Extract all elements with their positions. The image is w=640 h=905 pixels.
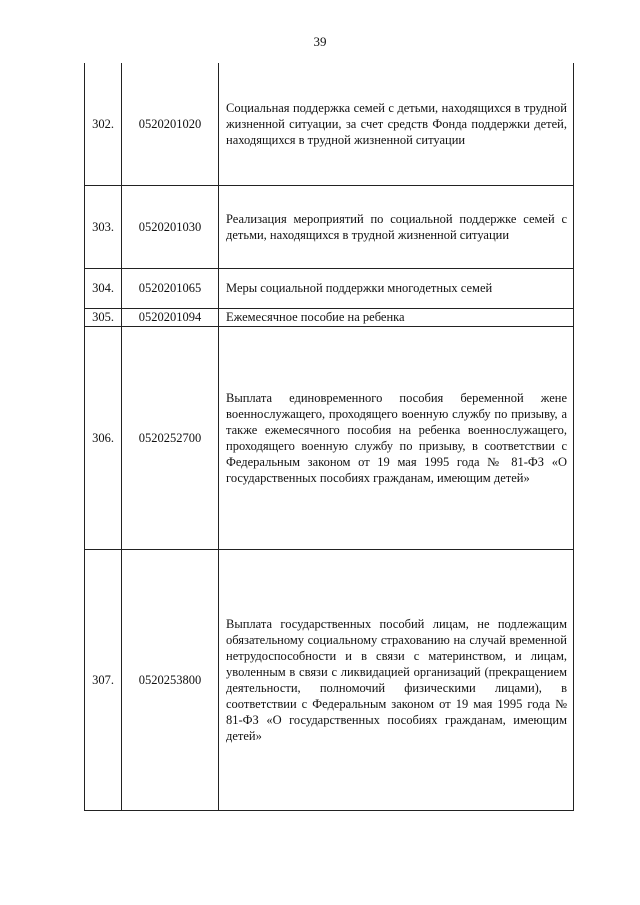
row-description: Реализация мероприятий по социальной поддержке семей с детьми, находящихся в трудной жизненной ситуации xyxy=(219,185,574,268)
row-description: Социальная поддержка семей с детьми, находящихся в трудной жизненной ситуации, за счет средств Фонда поддержки детей, находящихся в трудной жизненной ситуации xyxy=(219,63,574,185)
table-row xyxy=(85,185,574,268)
row-description: Меры социальной поддержки многодетных семей xyxy=(219,268,574,308)
row-number: 305. xyxy=(85,308,122,326)
row-code: 0520253800 xyxy=(122,549,219,810)
row-description: Ежемесячное пособие на ребенка xyxy=(219,308,574,326)
row-number: 302. xyxy=(85,63,122,185)
row-number: 303. xyxy=(85,185,122,268)
table-row xyxy=(85,326,574,549)
table-row xyxy=(85,308,574,326)
row-code: 0520201065 xyxy=(122,268,219,308)
row-code: 0520252700 xyxy=(122,326,219,549)
row-number: 304. xyxy=(85,268,122,308)
table-row xyxy=(85,549,574,810)
row-code: 0520201020 xyxy=(122,63,219,185)
table-row xyxy=(85,268,574,308)
table-row xyxy=(85,63,574,185)
row-number: 306. xyxy=(85,326,122,549)
row-code: 0520201030 xyxy=(122,185,219,268)
row-description: Выплата единовременного пособия беременной жене военнослужащего, проходящего военную службу по призыву, а также ежемесячного пособия на ребенка военнослужащего, проходящего военную службу по призыву, в соответствии с Федеральным законом от 19 мая 1995 года № 81-ФЗ «О государственных пособиях гражданам, имеющим детей» xyxy=(219,326,574,549)
row-number: 307. xyxy=(85,549,122,810)
budget-codes-table xyxy=(84,63,574,811)
row-code: 0520201094 xyxy=(122,308,219,326)
row-description: Выплата государственных пособий лицам, не подлежащим обязательному социальному страхованию на случай временной нетрудоспособности и в связи с материнством, и лицам, уволенным в связи с ликвидацией организаций (прекращением деятельности, полномочий физическими лицами), в соответствии с Федеральным законом от 19 мая 1995 года № 81-ФЗ «О государственных пособиях гражданам, имеющим детей» xyxy=(219,549,574,810)
page-number: 39 xyxy=(313,34,327,49)
